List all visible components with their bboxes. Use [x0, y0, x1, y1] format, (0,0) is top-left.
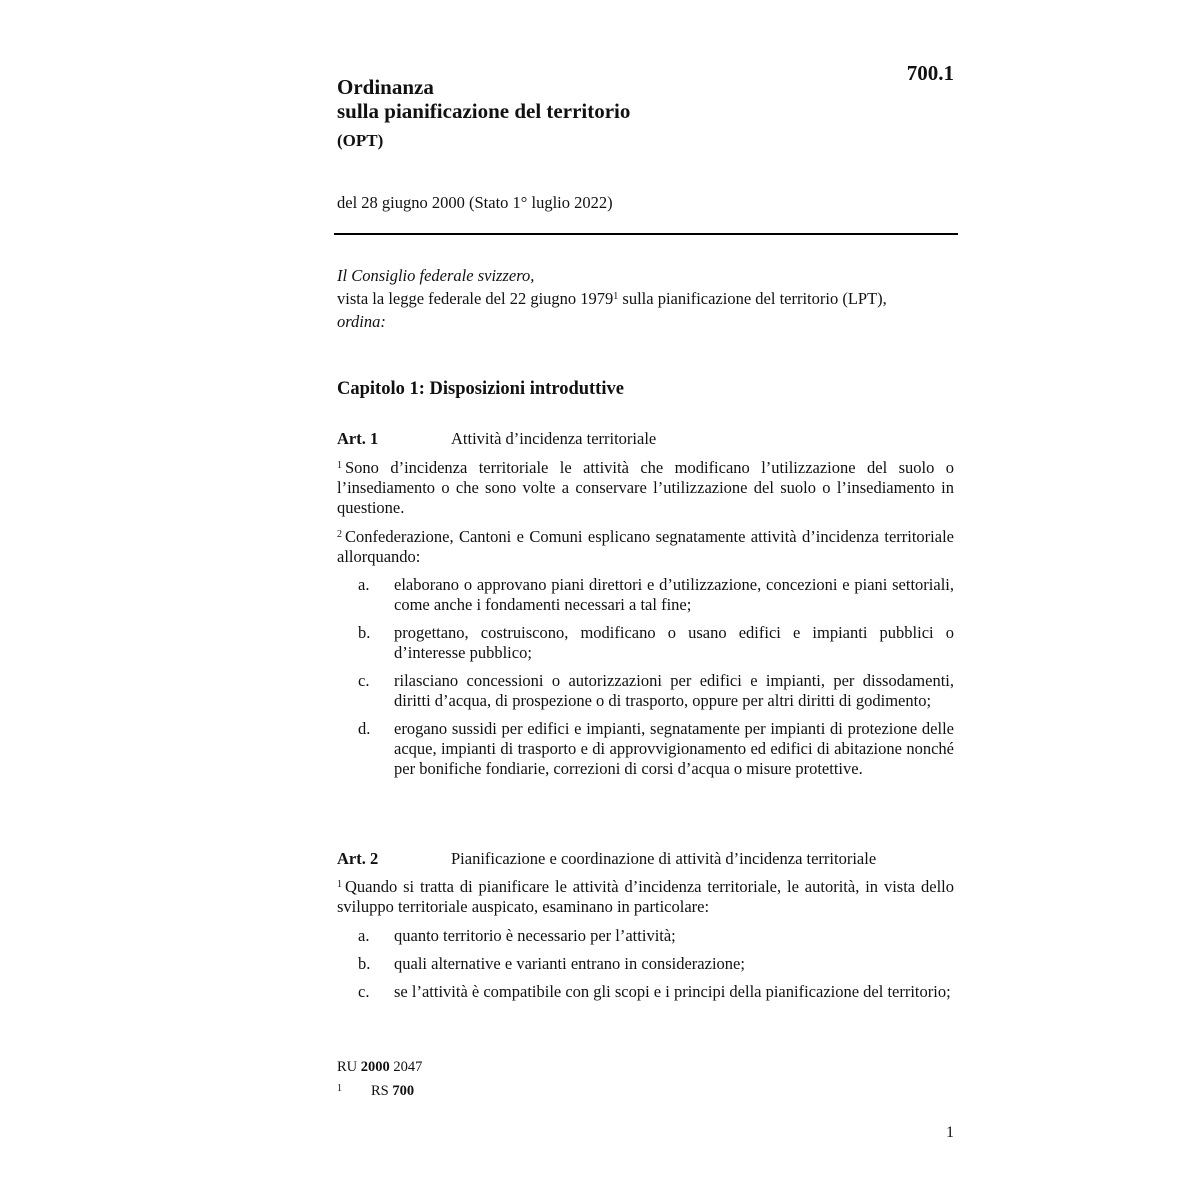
list-item-text: elaborano o approvano piani direttori e d’utilizzazione, concezioni e piani settoriali, come anche i fondamenti necessari a tal fine;	[394, 575, 954, 614]
article-2-paragraph-1	[337, 877, 954, 917]
list-item	[337, 671, 954, 711]
paragraph-number: 2	[337, 529, 342, 540]
preamble-basis	[337, 287, 957, 310]
article-2-title: Pianificazione e coordinazione di attività d’incidenza territoriale	[451, 849, 877, 868]
footnote-ref-1[interactable]: 1	[613, 291, 619, 302]
document-date: del 28 giugno 2000 (Stato 1° luglio 2022)	[337, 193, 613, 212]
preamble-basis-before: vista la legge federale del 22 giugno 1979	[337, 289, 614, 308]
list-item-letter: b.	[358, 954, 371, 973]
article-1-paragraph-1	[337, 458, 954, 518]
title-line-2: sulla pianificazione del territorio	[337, 99, 631, 123]
article-1-title: Attività d’incidenza territoriale	[451, 429, 657, 448]
list-item-text: rilasciano concessioni o autorizzazioni per edifici e impianti, per dissodamenti, diritti d’acqua, di prospezione o di trasporto, oppure per altri diritti di godimento;	[394, 671, 954, 710]
title-abbreviation: (OPT)	[337, 131, 384, 150]
page-number: 1	[946, 1124, 954, 1141]
list-item-letter: a.	[358, 575, 370, 594]
preamble-decree: ordina:	[337, 312, 386, 331]
header-divider	[334, 233, 958, 235]
list-item-text: progettano, costruiscono, modificano o usano edifici e impianti pubblici o d’interesse pubblico;	[394, 623, 954, 662]
preamble	[337, 264, 957, 333]
list-item	[337, 719, 954, 779]
paragraph-text: Confederazione, Cantoni e Comuni esplicano segnatamente attività d’incidenza territoriale allorquando:	[337, 527, 954, 566]
list-item	[337, 575, 954, 615]
article-1-heading	[337, 429, 656, 449]
paragraph-text: Quando si tratta di pianificare le attività d’incidenza territoriale, le autorità, in vista dello sviluppo territoriale auspicato, esaminano in particolare:	[337, 877, 954, 916]
list-item-text: quali alternative e varianti entrano in considerazione;	[394, 954, 745, 973]
list-item	[337, 623, 954, 663]
article-2-list	[337, 926, 954, 1010]
list-item-letter: c.	[358, 982, 370, 1001]
list-item	[337, 926, 954, 946]
ru-page: 2047	[393, 1059, 423, 1075]
title-line-1: Ordinanza	[337, 75, 434, 99]
article-1-list	[337, 575, 954, 787]
chapter-title: Capitolo 1: Disposizioni introduttive	[337, 379, 624, 399]
article-1-number: Art. 1	[337, 429, 379, 448]
paragraph-text: Sono d’incidenza territoriale le attività che modificano l’utilizzazione del suolo o l’insediamento o che sono volte a conservare l’utilizzazione del suolo o l’insediamento in questione.	[337, 458, 954, 517]
list-item-letter: b.	[358, 623, 371, 642]
paragraph-number: 1	[337, 879, 342, 890]
list-item-text: quanto territorio è necessario per l’attività;	[394, 926, 676, 945]
paragraph-number: 1	[337, 460, 342, 471]
list-item	[337, 982, 954, 1002]
document-code: 700.1	[906, 61, 954, 85]
article-1-paragraph-2	[337, 527, 954, 567]
article-2-number: Art. 2	[337, 849, 379, 868]
list-item-letter: d.	[358, 719, 371, 738]
footnote-prefix: RS	[371, 1083, 389, 1099]
footnote-1	[337, 1078, 414, 1102]
official-compilation-reference	[337, 1057, 422, 1078]
list-item-letter: c.	[358, 671, 370, 690]
footnote-number: 1	[337, 1083, 342, 1094]
list-item-letter: a.	[358, 926, 370, 945]
list-item-text: erogano sussidi per edifici e impianti, segnatamente per impianti di protezione delle acque, impianti di trasporto e di approvvigionamento ed edifici di abitazione nonché per bonifiche fondiarie, correzioni di corsi d’acqua o misure protettive.	[394, 719, 954, 778]
list-item-text: se l’attività è compatibile con gli scopi e i principi della pianificazione del territorio;	[394, 982, 951, 1001]
preamble-authority: Il Consiglio federale svizzero,	[337, 266, 535, 285]
preamble-basis-after: sulla pianificazione del territorio (LPT),	[618, 289, 887, 308]
ru-year: 2000	[360, 1059, 390, 1075]
list-item	[337, 954, 954, 974]
ru-prefix: RU	[337, 1059, 358, 1075]
article-2-heading	[337, 849, 876, 869]
footnote-ref: 700	[392, 1083, 415, 1099]
